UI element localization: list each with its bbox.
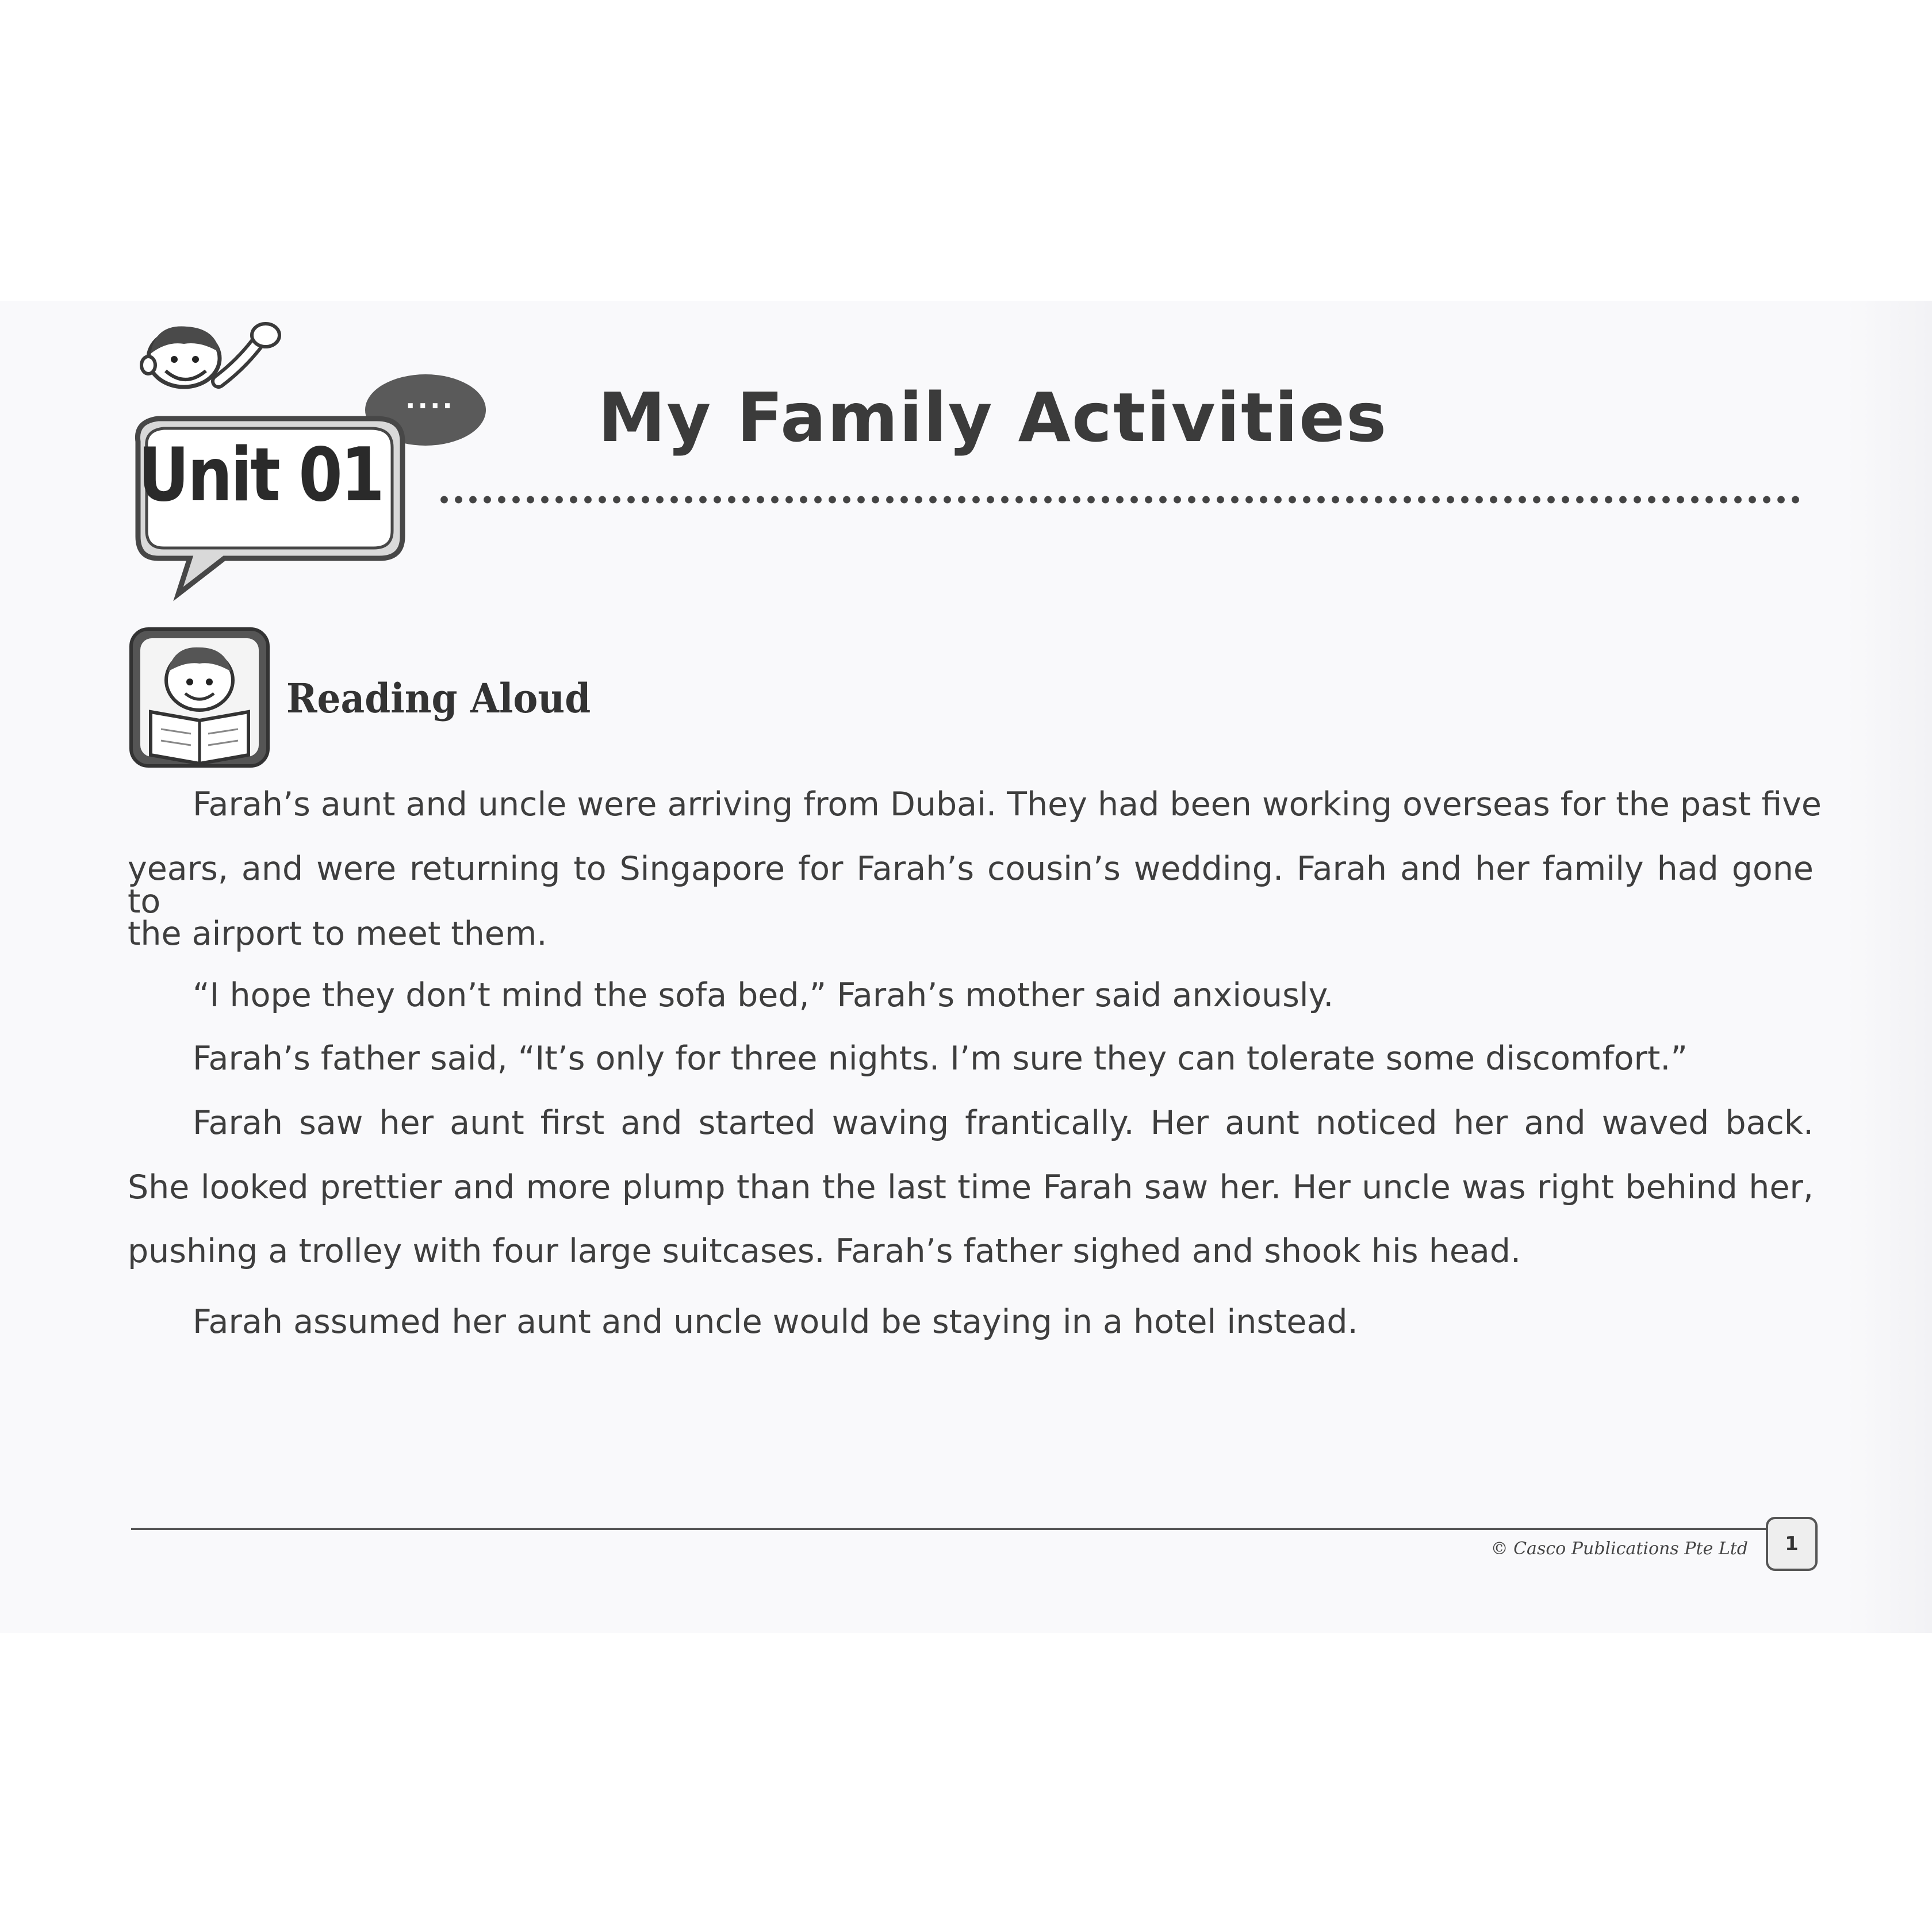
title-dotted-rule — [437, 496, 1803, 504]
passage-line: Farah saw her aunt first and started waving frantically. Her aunt noticed her and waved back. — [193, 1104, 1814, 1142]
copyright-text: © Casco Publications Pte Ltd — [1490, 1539, 1748, 1559]
passage-line: the airport to meet them. — [128, 915, 547, 953]
passage-line: years, and were returning to Singapore for Farah’s cousin’s wedding. Farah and her family had gone to — [128, 850, 1814, 921]
passage-line: Farah’s father said, “It’s only for three nights. I’m sure they can tolerate some discomfort.” — [193, 1040, 1688, 1078]
passage-line: She looked prettier and more plump than the last time Farah saw her. Her uncle was right behind her, — [128, 1168, 1814, 1206]
workbook-page — [0, 301, 1932, 1633]
section-heading: Reading Aloud — [286, 674, 591, 722]
passage-line: “I hope they don’t mind the sofa bed,” Farah’s mother said anxiously. — [193, 976, 1334, 1014]
page-number-tab — [1766, 1517, 1818, 1571]
passage-line: Farah assumed her aunt and uncle would be staying in a hotel instead. — [193, 1303, 1358, 1341]
unit-number-label: Unit 01 — [138, 432, 383, 518]
child-reading-book-icon — [128, 626, 271, 769]
passage-line: pushing a trolley with four large suitcases. Farah’s father sighed and shook his head. — [128, 1232, 1521, 1270]
page-number: 1 — [1785, 1532, 1799, 1555]
passage-line: Farah’s aunt and uncle were arriving from Dubai. They had been working overseas for the past five — [193, 785, 1822, 823]
waving-boy-icon — [141, 324, 279, 387]
unit-title: My Family Activities — [598, 378, 1388, 457]
footer-rule — [131, 1528, 1770, 1530]
bubble-dots: .... — [405, 384, 455, 415]
